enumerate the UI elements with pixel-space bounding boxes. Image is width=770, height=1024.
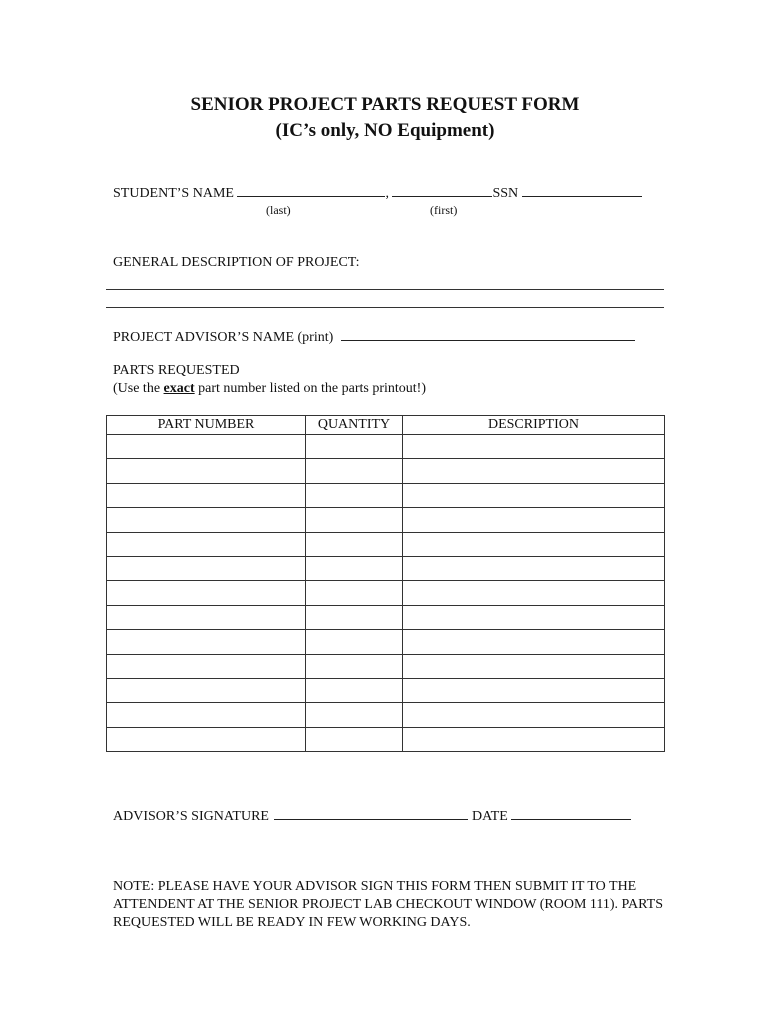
ssn-field[interactable] [522, 184, 642, 197]
table-row [107, 605, 665, 629]
part-number-cell[interactable] [107, 532, 306, 556]
part-number-cell[interactable] [107, 703, 306, 727]
first-name-field[interactable] [392, 184, 492, 197]
table-row [107, 703, 665, 727]
instruction-emphasis: exact [163, 381, 195, 396]
table-row [107, 483, 665, 507]
table-row [107, 630, 665, 654]
advisor-name-row [113, 328, 635, 346]
part-number-cell[interactable] [107, 630, 306, 654]
form-subtitle: (IC’s only, NO Equipment) [275, 120, 495, 141]
part-number-cell[interactable] [107, 556, 306, 580]
description-cell[interactable] [403, 678, 665, 702]
form-title: SENIOR PROJECT PARTS REQUEST FORM [190, 94, 580, 115]
advisor-signature-field[interactable] [274, 807, 468, 820]
header-quantity: QUANTITY [306, 416, 403, 435]
quantity-cell[interactable] [306, 727, 403, 751]
description-cell[interactable] [403, 703, 665, 727]
table-row [107, 678, 665, 702]
quantity-cell[interactable] [306, 532, 403, 556]
date-label: DATE [471, 809, 508, 824]
submission-note: NOTE: PLEASE HAVE YOUR ADVISOR SIGN THIS FORM THEN SUBMIT IT TO THE ATTENDENT AT THE SENIOR PROJECT LAB CHECKOUT WINDOW (ROOM 111). PARTS REQUESTED WILL BE READY IN FEW WORKING DAYS. [113, 879, 663, 930]
part-number-cell[interactable] [107, 508, 306, 532]
description-line-2[interactable] [106, 307, 664, 308]
quantity-cell[interactable] [306, 581, 403, 605]
description-cell[interactable] [403, 459, 665, 483]
last-name-hint: (last) [266, 203, 291, 217]
name-comma: , [385, 186, 389, 201]
description-cell[interactable] [403, 605, 665, 629]
description-cell[interactable] [403, 435, 665, 459]
parts-table [106, 415, 665, 752]
part-number-cell[interactable] [107, 727, 306, 751]
instruction-suffix: part number listed on the parts printout!) [198, 381, 426, 396]
parts-table-body [107, 435, 665, 752]
quantity-cell[interactable] [306, 630, 403, 654]
quantity-cell[interactable] [306, 654, 403, 678]
instruction-prefix: (Use the [113, 381, 161, 396]
quantity-cell[interactable] [306, 556, 403, 580]
parts-instruction [113, 381, 426, 397]
first-name-hint: (first) [430, 203, 458, 217]
table-row [107, 556, 665, 580]
quantity-cell[interactable] [306, 483, 403, 507]
table-row [107, 459, 665, 483]
table-row [107, 435, 665, 459]
description-cell[interactable] [403, 581, 665, 605]
part-number-cell[interactable] [107, 605, 306, 629]
quantity-cell[interactable] [306, 605, 403, 629]
description-cell[interactable] [403, 630, 665, 654]
table-row [107, 532, 665, 556]
part-number-cell[interactable] [107, 435, 306, 459]
table-header-row [107, 416, 665, 435]
advisor-name-label: PROJECT ADVISOR’S NAME (print) [113, 330, 334, 345]
table-row [107, 508, 665, 532]
parts-requested-label: PARTS REQUESTED [113, 363, 240, 378]
ssn-label: SSN [492, 186, 519, 201]
signature-row [113, 807, 631, 825]
description-cell[interactable] [403, 508, 665, 532]
table-row [107, 654, 665, 678]
part-number-cell[interactable] [107, 654, 306, 678]
quantity-cell[interactable] [306, 459, 403, 483]
description-label: GENERAL DESCRIPTION OF PROJECT: [113, 255, 360, 270]
quantity-cell[interactable] [306, 435, 403, 459]
description-line-1[interactable] [106, 289, 664, 290]
quantity-cell[interactable] [306, 703, 403, 727]
part-number-cell[interactable] [107, 459, 306, 483]
student-name-label: STUDENT’S NAME [113, 186, 234, 201]
description-cell[interactable] [403, 483, 665, 507]
description-cell[interactable] [403, 556, 665, 580]
part-number-cell[interactable] [107, 678, 306, 702]
advisor-signature-label: ADVISOR’S SIGNATURE [113, 809, 269, 824]
header-part-number: PART NUMBER [107, 416, 306, 435]
quantity-cell[interactable] [306, 678, 403, 702]
quantity-cell[interactable] [306, 508, 403, 532]
description-cell[interactable] [403, 727, 665, 751]
header-description: DESCRIPTION [403, 416, 665, 435]
last-name-field[interactable] [237, 184, 385, 197]
description-cell[interactable] [403, 654, 665, 678]
table-row [107, 727, 665, 751]
date-field[interactable] [511, 807, 631, 820]
part-number-cell[interactable] [107, 581, 306, 605]
part-number-cell[interactable] [107, 483, 306, 507]
student-name-row [113, 184, 642, 202]
description-cell[interactable] [403, 532, 665, 556]
table-row [107, 581, 665, 605]
advisor-name-field[interactable] [341, 328, 635, 341]
